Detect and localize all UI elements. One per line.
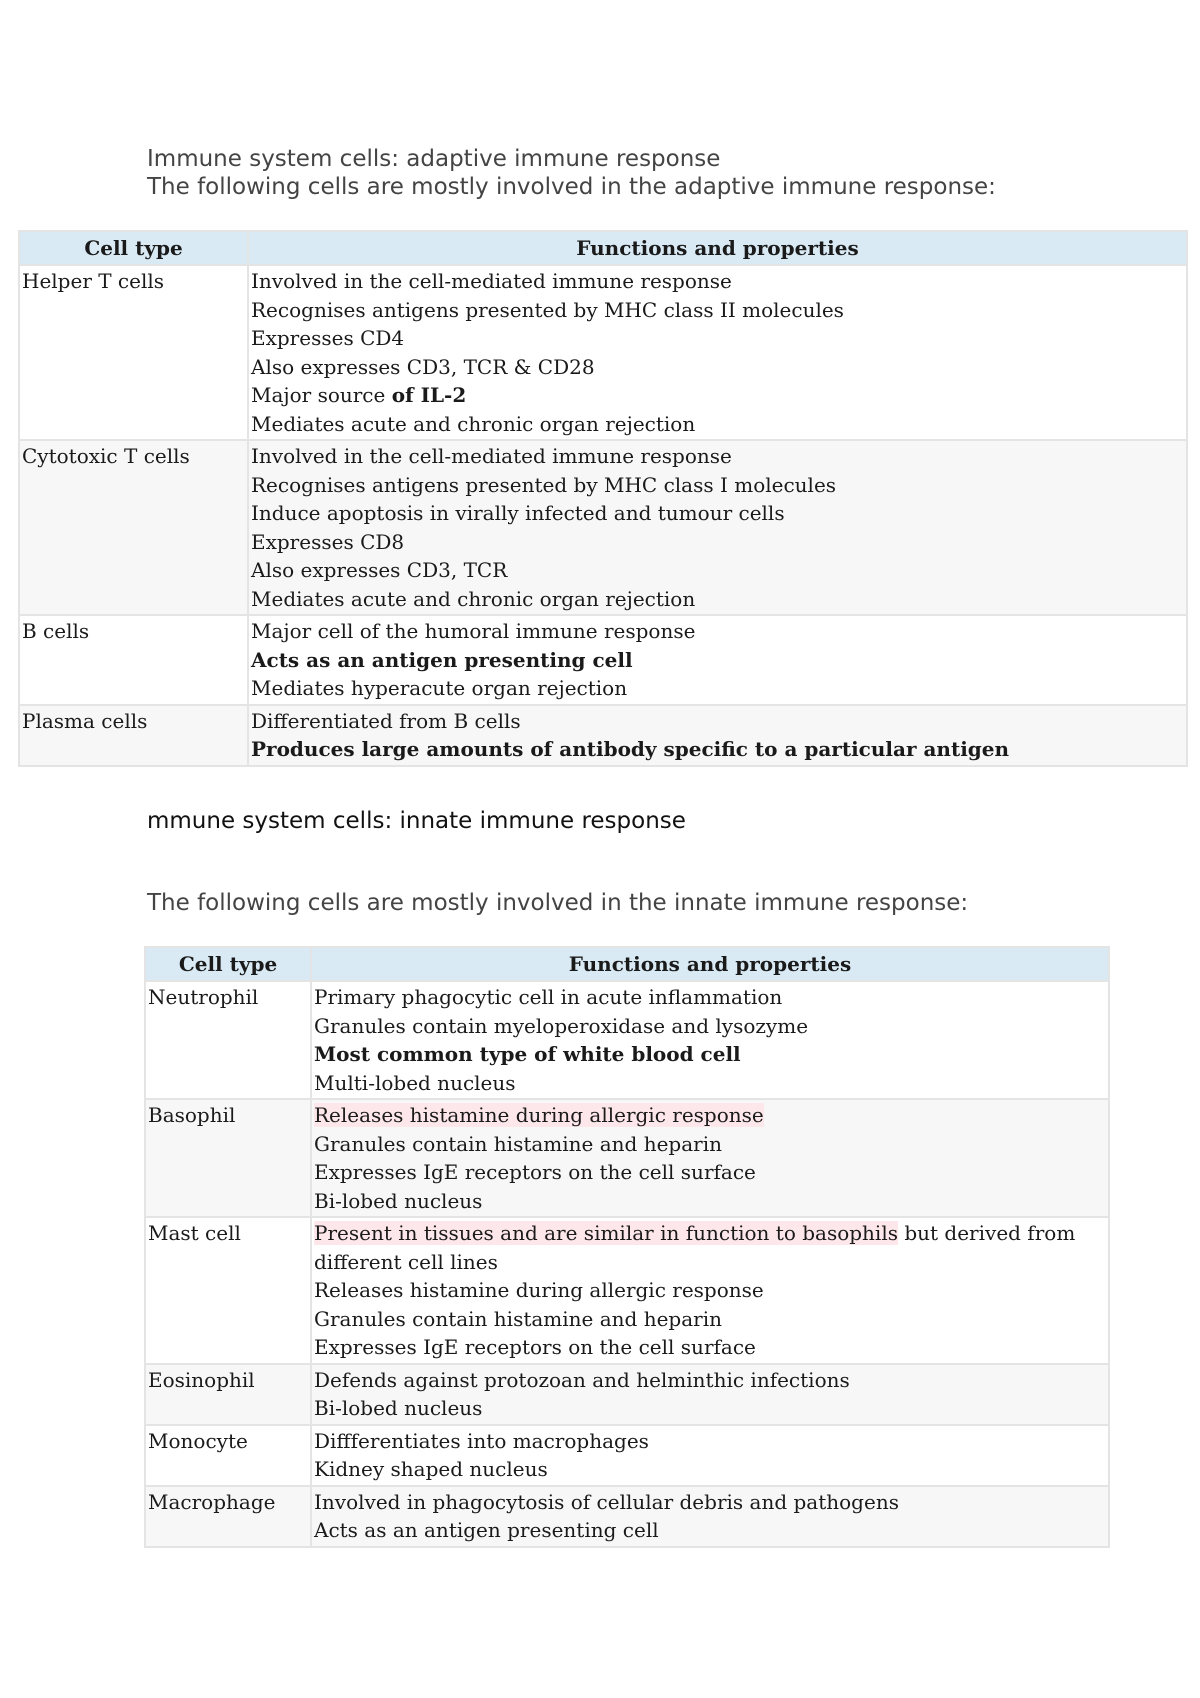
functions-and-properties [311,1425,1109,1486]
property-line: Involved in the cell-mediated immune response [251,444,732,468]
adaptive-intro: The following cells are mostly involved in the adaptive immune response: [147,174,996,200]
property-line: Multi-lobed nucleus [314,1070,516,1095]
cell-type: B cells [19,615,248,705]
bold-text: Produces large amounts of antibody specific to a particular antigen [251,737,1010,761]
property-line: Mediates hyperacute organ rejection [251,676,628,700]
table-row [145,1425,1109,1486]
cell-type: Monocyte [145,1425,311,1486]
cell-type: Eosinophil [145,1364,311,1425]
property-line: Mediates acute and chronic organ rejection [251,586,696,611]
column-header-functions: Functions and properties [248,231,1187,265]
property-line: Also expresses CD3, TCR [251,558,508,582]
table-row [19,440,1187,615]
cell-type: Helper T cells [19,265,248,440]
functions-and-properties [311,1099,1109,1217]
property-line: Bi-lobed nucleus [314,1188,483,1213]
property-line: Involved in phagocytosis of cellular debris and pathogens [314,1489,899,1514]
table-row [145,1486,1109,1547]
adaptive-cells-table [18,230,1188,767]
innate-table-body [145,981,1109,1547]
table-row [145,981,1109,1099]
property-line: Induce apoptosis in virally infected and tumour cells [251,501,785,525]
table-row [19,265,1187,440]
functions-and-properties [248,615,1187,705]
functions-and-properties [311,1364,1109,1425]
table-header-row [19,231,1187,265]
innate-intro: The following cells are mostly involved in the innate immune response: [147,890,969,916]
bold-text: of IL-2 [391,383,467,407]
column-header-functions: Functions and properties [311,947,1109,981]
bold-text: Acts as an antigen presenting cell [251,647,633,672]
innate-title: mmune system cells: innate immune response [147,808,686,834]
property-line: Recognises antigens presented by MHC class II molecules [251,297,844,322]
property-line [314,1040,1106,1069]
table-row [145,1099,1109,1217]
functions-and-properties [311,1217,1109,1364]
property-line: Granules contain myeloperoxidase and lysozyme [314,1013,809,1038]
property-line [251,381,1184,410]
property-line: Also expresses CD3, TCR & CD28 [251,354,595,379]
property-line: Kidney shaped nucleus [314,1457,548,1481]
functions-and-properties [248,440,1187,615]
functions-and-properties [248,265,1187,440]
property-line [251,735,1184,764]
property-line: Acts as an antigen presenting cell [314,1518,659,1542]
property-line: Primary phagocytic cell in acute inflammation [314,985,783,1009]
innate-cells-table [144,946,1110,1548]
property-line: Expresses CD4 [251,326,405,350]
property-line [314,1101,1106,1130]
property-line: Granules contain histamine and heparin [314,1131,722,1156]
functions-and-properties [311,1486,1109,1547]
table-header-row [145,947,1109,981]
table-row [145,1217,1109,1364]
property-line: Bi-lobed nucleus [314,1396,483,1420]
property-line: Involved in the cell-mediated immune response [251,269,732,293]
functions-and-properties [248,705,1187,766]
property-line [251,646,1184,675]
table-row [19,615,1187,705]
property-line: Granules contain histamine and heparin [314,1306,722,1331]
property-line: Diffferentiates into macrophages [314,1428,649,1453]
property-text: Major source [251,383,392,407]
cell-type: Mast cell [145,1217,311,1364]
property-line [314,1219,1106,1276]
property-line: Major cell of the humoral immune response [251,619,696,643]
property-line: Expresses CD8 [251,529,405,554]
column-header-cell-type: Cell type [145,947,311,981]
property-line: Defends against protozoan and helminthic infections [314,1367,850,1392]
table-row [145,1364,1109,1425]
property-line: Expresses IgE receptors on the cell surface [314,1335,756,1359]
cell-type: Basophil [145,1099,311,1217]
property-line: Expresses IgE receptors on the cell surface [314,1160,756,1184]
cell-type: Neutrophil [145,981,311,1099]
table-row [19,705,1187,766]
highlighted-text: Releases histamine during allergic response [314,1103,764,1127]
column-header-cell-type: Cell type [19,231,248,265]
functions-and-properties [311,981,1109,1099]
property-line: Recognises antigens presented by MHC class I molecules [251,472,837,497]
cell-type: Plasma cells [19,705,248,766]
cell-type: Macrophage [145,1486,311,1547]
property-line: Releases histamine during allergic response [314,1278,764,1302]
bold-text: Most common type of white blood cell [314,1042,741,1066]
adaptive-title: Immune system cells: adaptive immune response [147,146,721,172]
cell-type: Cytotoxic T cells [19,440,248,615]
property-text: but derived from different cell lines [314,1221,1076,1274]
property-line: Differentiated from B cells [251,708,521,733]
highlighted-text: Present in tissues and are similar in function to basophils [314,1221,898,1245]
property-line: Mediates acute and chronic organ rejection [251,411,696,436]
adaptive-table-body [19,265,1187,766]
